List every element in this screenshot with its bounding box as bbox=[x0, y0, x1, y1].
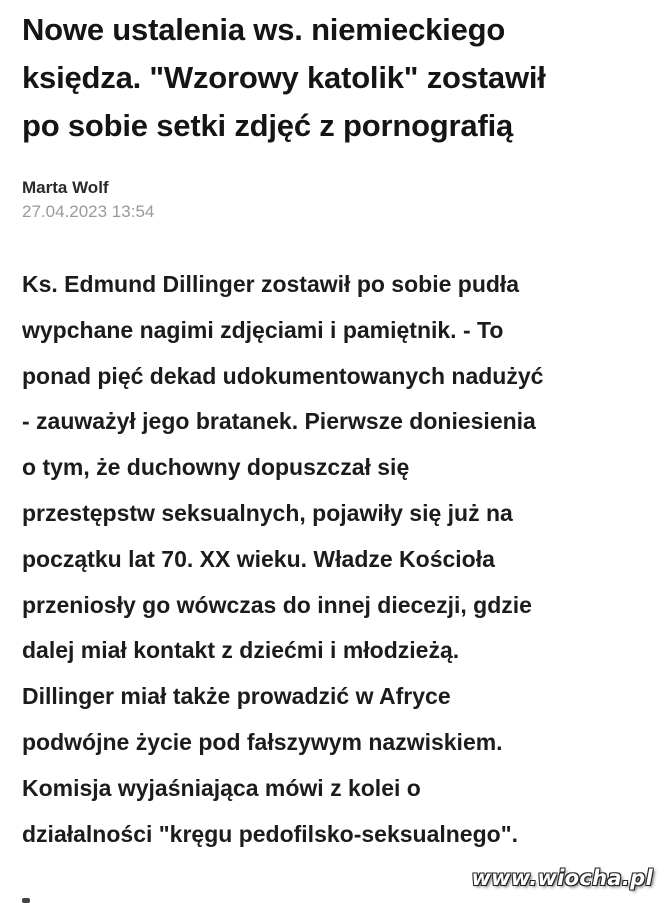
lead-line: przeniosły go wówczas do innej diecezji, gdzie bbox=[22, 591, 532, 618]
lead-line: podwójne życie pod fałszywym nazwiskiem. bbox=[22, 728, 503, 755]
lead-line: dalej miał kontakt z dziećmi i młodzieżą. bbox=[22, 637, 460, 664]
lead-line: o tym, że duchowny dopuszczał się bbox=[22, 454, 410, 481]
publish-date: 27.04.2023 13:54 bbox=[22, 202, 155, 221]
scroll-indicator bbox=[22, 898, 30, 903]
headline-line: po sobie setki zdjęć z pornografią bbox=[22, 108, 514, 143]
lead-line: przestępstw seksualnych, pojawiły się już na bbox=[22, 499, 513, 526]
lead-line: Komisja wyjaśniająca mówi z kolei o bbox=[22, 774, 421, 801]
headline-line: Nowe ustalenia ws. niemieckiego bbox=[22, 12, 506, 47]
site-watermark: www.wiocha.pl bbox=[471, 866, 653, 890]
headline-line: księdza. "Wzorowy katolik" zostawił bbox=[22, 60, 546, 95]
lead-line: Dillinger miał także prowadzić w Afryce bbox=[22, 683, 451, 710]
byline bbox=[22, 176, 662, 224]
lead-line: - zauważył jego bratanek. Pierwsze doniesienia bbox=[22, 408, 536, 435]
lead-line: ponad pięć dekad udokumentowanych nadużyć bbox=[22, 362, 544, 389]
lead-line: działalności "kręgu pedofilsko-seksualnego". bbox=[22, 820, 518, 847]
article-headline[interactable] bbox=[22, 6, 662, 150]
article-lead bbox=[22, 262, 662, 857]
lead-line: początku lat 70. XX wieku. Władze Kościoła bbox=[22, 545, 495, 572]
lead-line: wypchane nagimi zdjęciami i pamiętnik. - To bbox=[22, 316, 504, 343]
author-name[interactable]: Marta Wolf bbox=[22, 178, 109, 197]
article bbox=[22, 6, 662, 857]
lead-line: Ks. Edmund Dillinger zostawił po sobie pudła bbox=[22, 271, 520, 297]
